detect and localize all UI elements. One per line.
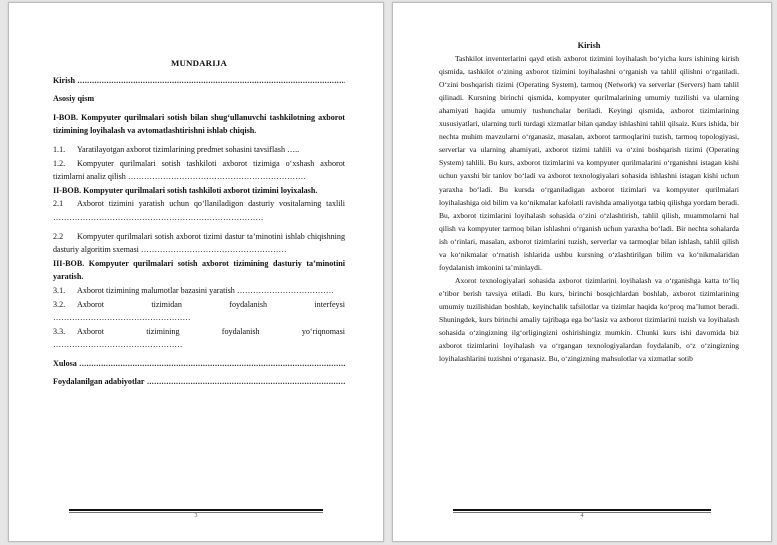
toc-entry-1-1: 1.1. Yaratilayotgan axborot tizimlarining predmet sohasini tavsiflash ….. [53,144,300,154]
toc-entry-2-2: 2.2 Kompyuter qurilmalari sotish axborot tizimi dastur ta’minotini ishlab chiqishning dasturiy algoritim sxemasi ……………………………………………… [53,231,345,255]
footer-rule [69,509,323,511]
toc-title: MUNDARIJA [170,58,228,68]
toc-entry-adabiyotlar: Foydalanilgan adabiyotlar ..... [53,375,345,389]
table-of-contents [53,57,345,389]
toc-entry-xulosa: Xulosa ..... [53,357,345,371]
section-title: Kirish [577,41,601,50]
footer-rule [453,509,711,511]
toc-entry-chapter-1: I-BOB. Kompyuter qurilmalari sotish bilan shug‘ullanuvchi tashkilotning axborot tizimining loyihalash va avtomatlashtirishni ishlab chiqish. [53,112,345,136]
paragraph: Tashkilot inventerlarini qayd etish axborot tizimini loyihalash bo‘yicha kurs ishining kirish qismida, tashkilot o‘zining axborot tizimini loyihalashni o‘rganish va tahlil qilishni o‘rgatiladi. O‘zini boshqarish tizimi (Operating System), tarmoq (Network) va serverlar (Servers) ham tahlil qilinadi. Kursning birinchi qismida, kompyuter qurilmalarining umumiy tuzilishi va ularning ahamiyati haqida umumiy tushunchalar beriladi. Keyingi qismida, axborot tizimlarining xususiyatlari, ularning turli turdagi xizmatlar bilan qanday ishlashini tahlil qilsaiz. Kurs ishida, bir nechta muhim mavzularni o‘rganasiz, masalan, axborot tarmoqlarini tuzish, tarmoq topologiyasi, serverlar va ularning ahamiyati, axborot tizimi tahlili va o‘zini boshqarish tizimi (Operating System) tahlili. Bu kurs, axborot tizimlarini va kompyuter qurilmalarini o‘rganishni istagan kishi uchun yaxshi bir tanlov bo‘ladi va axborot texnologiyalari sohasida ishlashni istagan kishi uchun yaraxha bo‘ladi. Bu kursda o‘rganiladigan axborot tizimlari va kompyuter qurilmalari loyihalashiga oid bilim va ko‘nikmalar kafolatli ravishda amaliyotga tatbiq qilishga yordam beradi. Bu, axborot tizimlarini loyihalash sohasida o‘zini o‘zlashtirish, tahlil qilish, muammolarni hal qilish va kompyuter tarmoq bilan ishlashni o‘rganish uchun yaraxha bo‘ladi. Bir nechta sohalarda ish o‘rinlari, masalan, axborot tizimlarini tuzish, serverlar va tarmoqlar bilan ishlash, tahlil qilish va ko‘nikmalar o‘rnatish ishlarida ushbu kursning o‘zlashtirilgan bilim va ko‘nikmalaridan foydalanish imkonini ta’minlaydi. [439,54,739,272]
page-number: 4 [580,513,584,519]
toc-entry-chapter-2: II-BOB. Kompyuter qurilmalari sotish tashkiloti axborot tizimini loyixalash. [53,185,318,195]
toc-page [8,2,384,542]
toc-entry-kirish: Kirish ..... [53,74,345,88]
toc-entry-3-1: 3.1. Axborot tizimining malumotlar bazasini yaratish ……………………………… [53,285,334,295]
toc-entry-2-1: 2.1 Axborot tizimini yaratish uchun qo‘llaniladigon dasturiy vositalarning taxlili …………………………………………………………………… [53,199,345,222]
intro-page [392,2,772,542]
intro-content [439,39,739,365]
paragraph: Axorot texnologiyalari sohasida axborot tizimlarini loyihalash va o‘rganishga katta to‘liq e’tibor berish tavsiya etiladi. Bu kurs, birinchi bosqichlardan boshlab, axborot tizimlarining umumiy tuzilishidan boshlab, keyinchalik tafsilotlar va tizimlar haqida ko‘proq ma’lumot beradi. Shuningdek, kurs birinchi amaliy tajribaga ega bo‘lasiz va axborot tizimlarini tuzish va loyihalash sohasida o‘zingizning ilg‘orligingizni oshirishingiz mumkin. Chunki kurs ishi davomida biz axborot tizimlarini loyihalash va o‘rgangan texnologiyalardan foydalanib, o‘z o‘zingizning loyihalashlarini tuzishni o‘rganasiz. Bu, o‘zingizning mahsulotlar va xizmatlar sotib [439,275,739,364]
page-number: 3 [194,513,198,519]
toc-entry-3-2: 3.2. Axborot tizimidan foydalanish interfeysi …………………………………………… [53,299,345,323]
toc-entry-1-2: 1.2. Kompyuter qurilmalari sotish tashkiloti axborot tizimiga o‘xshash axborot tizimlarni analiz qilish ………………………………………………………… [53,158,345,182]
toc-entry-chapter-3: III-BOB. Kompyuter qurilmalari sotish axborot tizimining dasturiy ta’minotini yaratish. [53,258,345,282]
toc-entry-asosiy: Asosiy qism [53,94,95,104]
toc-entry-3-3: 3.3. Axborot tizimining foydalanish yo‘riqnomasi ………………………………………… [53,326,345,350]
